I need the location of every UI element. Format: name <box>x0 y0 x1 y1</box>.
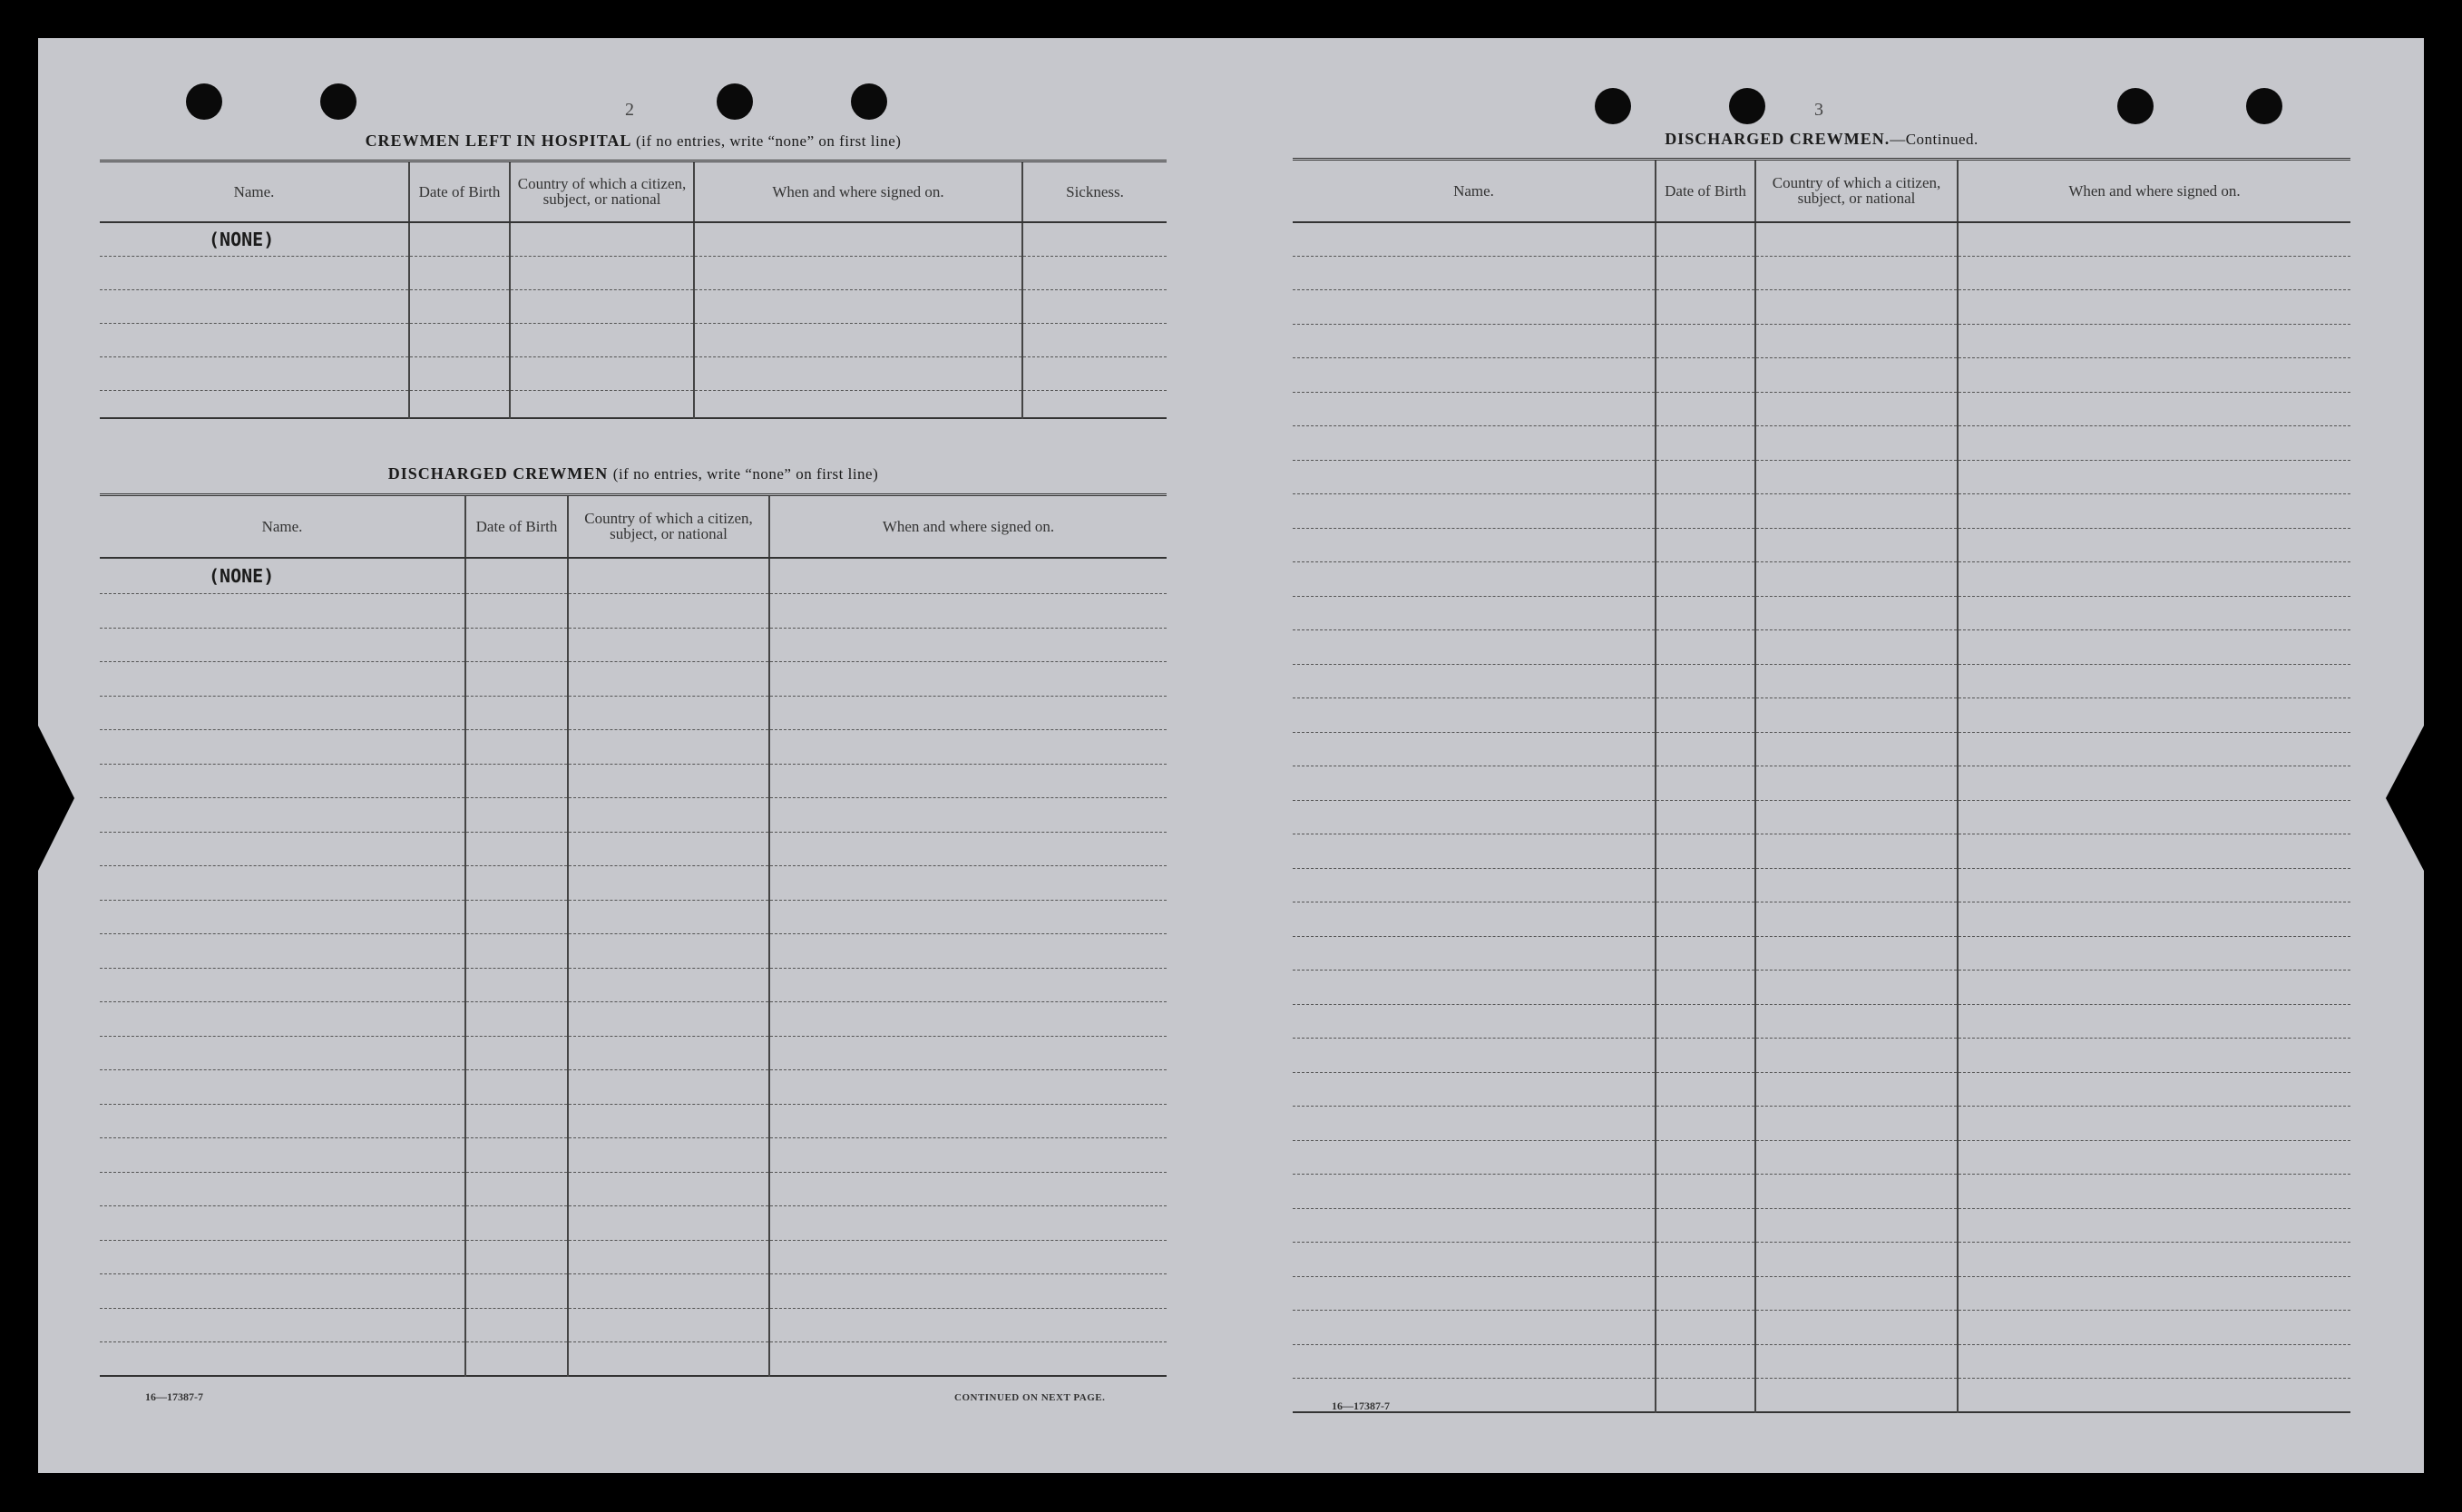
blank-row <box>100 1036 1167 1070</box>
col-name: Name. <box>1293 160 1656 222</box>
blank-row <box>1293 732 2350 766</box>
blank-row <box>1293 596 2350 630</box>
blank-row <box>1293 392 2350 426</box>
discharged-rows <box>100 558 1167 1377</box>
form-code-left: 16—17387-7 <box>145 1390 203 1403</box>
blank-row <box>1293 1208 2350 1243</box>
blank-row <box>1293 1276 2350 1311</box>
hospital-title-note: (if no entries, write “none” on first line) <box>635 132 902 150</box>
blank-row <box>100 1240 1167 1274</box>
discharged-continued-title <box>1293 130 2350 149</box>
hospital-section-title <box>100 132 1167 151</box>
blank-row <box>100 1206 1167 1241</box>
continued-note: CONTINUED ON NEXT PAGE. <box>954 1392 1106 1403</box>
discharged-first-entry: (NONE) <box>100 558 465 594</box>
blank-row <box>1293 971 2350 1005</box>
left-edge-notch <box>38 726 74 871</box>
discharged-table <box>100 493 1167 1377</box>
col-signed-on: When and where signed on. <box>1958 160 2350 222</box>
blank-row <box>100 934 1167 969</box>
blank-row <box>100 1172 1167 1206</box>
col-signed-on: When and where signed on. <box>769 495 1167 558</box>
blank-row <box>1293 1379 2350 1413</box>
hospital-first-entry: (NONE) <box>100 222 409 257</box>
blank-row <box>100 900 1167 934</box>
punch-hole <box>2117 88 2154 124</box>
col-signed-on: When and where signed on. <box>694 161 1022 222</box>
page-number-right: 3 <box>1814 100 1823 120</box>
discharged-section-title <box>100 464 1167 483</box>
page-number-left: 2 <box>625 100 634 120</box>
blank-row <box>1293 290 2350 325</box>
blank-row <box>1293 902 2350 937</box>
blank-row <box>1293 834 2350 869</box>
blank-row <box>1293 630 2350 665</box>
blank-row <box>1293 426 2350 461</box>
blank-row <box>100 628 1167 662</box>
blank-row <box>1293 766 2350 801</box>
punch-hole <box>320 83 357 120</box>
discharged-continued-title-text: DISCHARGED CREWMEN. <box>1665 130 1890 148</box>
blank-row <box>1293 1243 2350 1277</box>
blank-row <box>1293 868 2350 902</box>
col-date-of-birth: Date of Birth <box>409 161 510 222</box>
blank-row <box>1293 1311 2350 1345</box>
col-name: Name. <box>100 495 465 558</box>
form-code-right: 16—17387-7 <box>1332 1400 1390 1412</box>
blank-row <box>1293 1004 2350 1039</box>
blank-row <box>1293 494 2350 529</box>
blank-row <box>1293 936 2350 971</box>
right-edge-notch <box>2386 726 2424 871</box>
blank-row <box>1293 222 2350 257</box>
blank-row <box>100 968 1167 1002</box>
blank-row <box>100 764 1167 798</box>
blank-row <box>100 1308 1167 1342</box>
blank-row <box>100 1342 1167 1377</box>
discharged-title-text: DISCHARGED CREWMEN <box>387 464 609 483</box>
blank-row <box>1293 358 2350 393</box>
blank-row <box>1293 698 2350 733</box>
punch-hole <box>2246 88 2282 124</box>
discharged-title-note: (if no entries, write “none” on first line) <box>612 465 879 483</box>
blank-row <box>100 594 1167 629</box>
punch-hole <box>851 83 887 120</box>
blank-row <box>100 1104 1167 1138</box>
col-country: Country of which a citizen, subject, or national <box>510 161 694 222</box>
blank-row <box>1293 1039 2350 1073</box>
col-sickness: Sickness. <box>1022 161 1167 222</box>
hospital-table <box>100 160 1167 419</box>
hospital-title-text: CREWMEN LEFT IN HOSPITAL <box>365 132 631 150</box>
punch-hole <box>186 83 222 120</box>
col-country: Country of which a citizen, subject, or national <box>1755 160 1958 222</box>
blank-row <box>1293 562 2350 597</box>
blank-row <box>1293 1072 2350 1107</box>
blank-row <box>1293 460 2350 494</box>
blank-row <box>1293 664 2350 698</box>
blank-row <box>100 1002 1167 1037</box>
blank-row <box>1293 1107 2350 1141</box>
blank-row <box>100 1070 1167 1105</box>
blank-row <box>1293 1140 2350 1175</box>
blank-row <box>100 730 1167 765</box>
punch-hole <box>1729 88 1765 124</box>
blank-row <box>100 1274 1167 1309</box>
blank-row <box>1293 800 2350 834</box>
blank-row <box>100 1138 1167 1173</box>
blank-row <box>1293 1175 2350 1209</box>
blank-row <box>1293 256 2350 290</box>
discharged-continued-rows <box>1293 222 2350 1413</box>
discharged-continued-note: —Continued. <box>1890 131 1978 148</box>
blank-row <box>100 798 1167 833</box>
col-date-of-birth: Date of Birth <box>465 495 568 558</box>
blank-row <box>100 662 1167 697</box>
blank-row <box>1293 528 2350 562</box>
blank-row <box>100 866 1167 901</box>
col-date-of-birth: Date of Birth <box>1656 160 1755 222</box>
blank-row <box>100 696 1167 730</box>
col-country: Country of which a citizen, subject, or national <box>568 495 769 558</box>
col-name: Name. <box>100 161 409 222</box>
punch-hole <box>1595 88 1631 124</box>
blank-row <box>100 832 1167 866</box>
discharged-continued-table <box>1293 158 2350 1413</box>
blank-row <box>1293 1344 2350 1379</box>
blank-row <box>1293 324 2350 358</box>
punch-hole <box>717 83 753 120</box>
